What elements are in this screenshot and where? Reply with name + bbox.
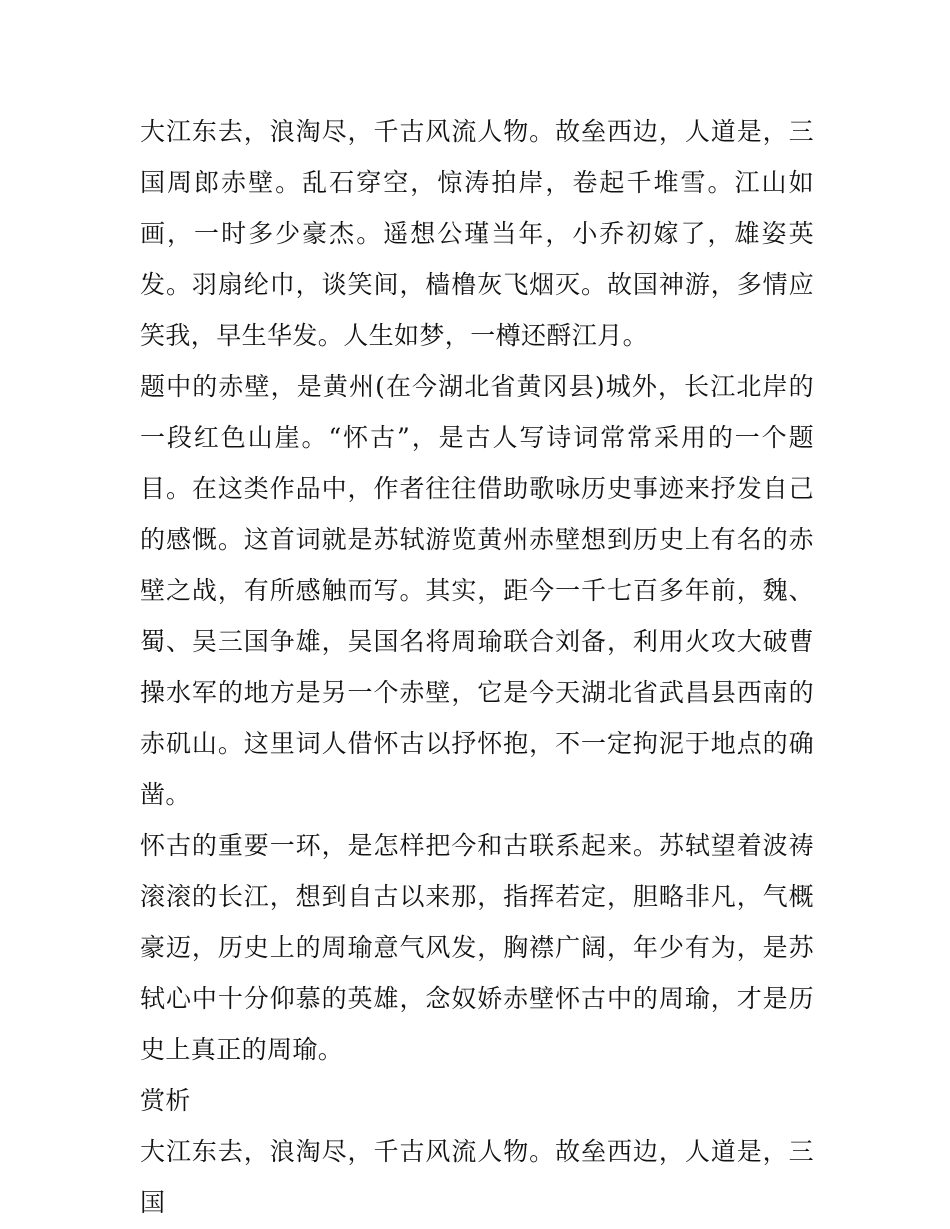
section-heading: 赏析 — [140, 1086, 191, 1115]
background-paragraph: 题中的赤壁，是黄州(在今湖北省黄冈县)城外，长江北岸的一段红色山崖。“怀古”，是古人写诗词常常采用的一个题目。在这类作品中，作者往往借助歌咏历史事迹来抒发自己的感慨。这首词就是苏轼游览黄州赤壁想到历史上有名的赤壁之战，有所感触而写。其实，距今一千七百多年前，魏、蜀、吴三国争雄，吴国名将周瑜联合刘备，利用火攻大破曹操水军的地方是另一个赤壁，它是今天湖北省武昌县西南的赤矶山。这里词人借怀古以抒怀抱，不一定拘泥于地点的确凿。 — [140, 372, 814, 809]
analysis-paragraph: 怀古的重要一环，是怎样把今和古联系起来。苏轼望着波祷滚滚的长江，想到自古以来那，指挥若定，胆略非凡，气概豪迈，历史上的周瑜意气风发，胸襟广阔，年少有为，是苏轼心中十分仰慕的英雄，念奴娇赤壁怀古中的周瑜，才是历史上真正的周瑜。 — [140, 831, 814, 1064]
poem-paragraph: 大江东去，浪淘尽，千古风流人物。故垒西边，人道是，三国周郎赤壁。乱石穿空，惊涛拍岸，卷起千堆雪。江山如画，一时多少豪杰。遥想公瑾当年，小乔初嫁了，雄姿英发。羽扇纶巾，谈笑间，樯橹灰飞烟灭。故国神游，多情应笑我，早生华发。人生如梦，一樽还酹江月。 — [140, 117, 814, 350]
document-body — [140, 106, 814, 1228]
poem-repeat-paragraph: 大江东去，浪淘尽，千古风流人物。故垒西边，人道是，三国 — [140, 1137, 814, 1217]
